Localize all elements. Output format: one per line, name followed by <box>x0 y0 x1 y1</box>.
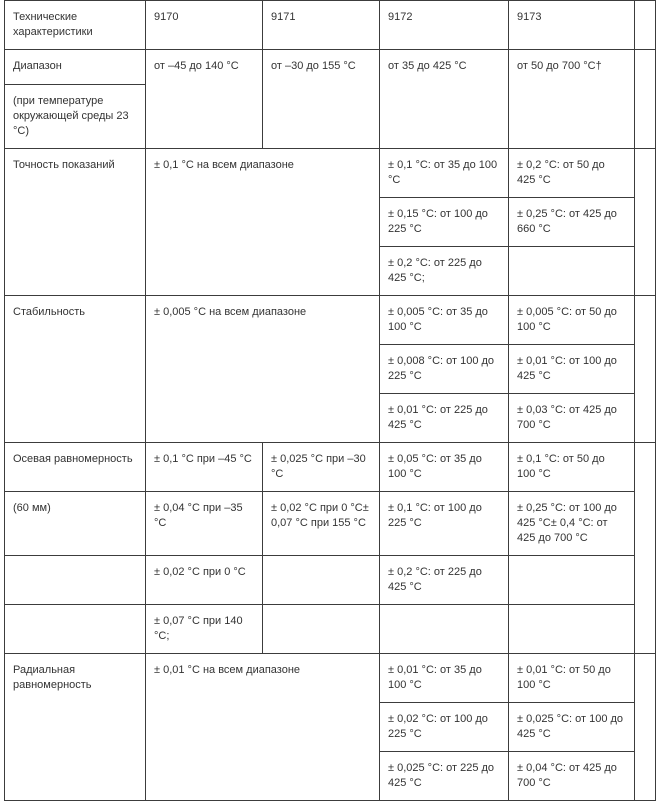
header-row <box>5 1 656 50</box>
table-row <box>5 443 656 492</box>
table-row <box>5 654 656 703</box>
axial-9173-cell <box>509 556 635 605</box>
axial-9173-cell: ± 0,1 °C: от 50 до 100 °C <box>509 443 635 492</box>
header-model-9173: 9173 <box>509 1 635 50</box>
stability-label: Стабильность <box>5 296 146 443</box>
axial-9172-cell: ± 0,1 °C: от 100 до 225 °C <box>380 492 509 556</box>
table-row <box>5 296 656 345</box>
accuracy-9172-cell: ± 0,1 °C: от 35 до 100 °C <box>380 149 509 198</box>
range-label: Диапазон <box>5 50 146 85</box>
accuracy-9173-cell: ± 0,2 °C: от 50 до 425 °C <box>509 149 635 198</box>
axial-9170-cell: ± 0,04 °C при –35 °C <box>146 492 263 556</box>
range-9172: от 35 до 425 °C <box>380 50 509 149</box>
axial-9173-cell: ± 0,25 °C: от 100 до 425 °C± 0,4 °C: от 425 до 700 °C <box>509 492 635 556</box>
accuracy-9170-9171: ± 0,1 °C на всем диапазоне <box>146 149 380 296</box>
range-9170: от –45 до 140 °C <box>146 50 263 149</box>
table-row <box>5 492 656 556</box>
extra-column-cell <box>635 443 656 654</box>
radial-9172-cell: ± 0,02 °C: от 100 до 225 °C <box>380 703 509 752</box>
table-row <box>5 50 656 85</box>
range-9173: от 50 до 700 °C† <box>509 50 635 149</box>
axial-label: Осевая равномерность <box>5 443 146 492</box>
header-model-9170: 9170 <box>146 1 263 50</box>
extra-column-cell <box>635 1 656 50</box>
stability-9173-cell: ± 0,005 °C: от 50 до 100 °C <box>509 296 635 345</box>
stability-9172-cell: ± 0,008 °C: от 100 до 225 °C <box>380 345 509 394</box>
accuracy-9173-cell <box>509 247 635 296</box>
extra-column-cell <box>635 149 656 296</box>
extra-column-cell <box>635 50 656 149</box>
header-model-9172: 9172 <box>380 1 509 50</box>
stability-9173-cell: ± 0,03 °C: от 425 до 700 °C <box>509 394 635 443</box>
radial-9173-cell: ± 0,01 °C: от 50 до 100 °C <box>509 654 635 703</box>
extra-column-cell <box>635 296 656 443</box>
accuracy-9172-cell: ± 0,2 °C: от 225 до 425 °C; <box>380 247 509 296</box>
spec-table <box>4 0 656 801</box>
axial-9172-cell <box>380 605 509 654</box>
header-param-cell: Технические характеристики <box>5 1 146 50</box>
header-model-9171: 9171 <box>263 1 380 50</box>
range-9171: от –30 до 155 °C <box>263 50 380 149</box>
radial-9170-9171: ± 0,01 °C на всем диапазоне <box>146 654 380 801</box>
radial-9173-cell: ± 0,025 °C: от 100 до 425 °C <box>509 703 635 752</box>
accuracy-9172-cell: ± 0,15 °C: от 100 до 225 °C <box>380 198 509 247</box>
axial-9173-cell <box>509 605 635 654</box>
stability-9170-9171: ± 0,005 °C на всем диапазоне <box>146 296 380 443</box>
table-row <box>5 605 656 654</box>
axial-9172-cell: ± 0,05 °C: от 35 до 100 °C <box>380 443 509 492</box>
axial-9170-cell: ± 0,1 °C при –45 °C <box>146 443 263 492</box>
axial-9171-cell: ± 0,02 °C при 0 °C± 0,07 °C при 155 °C <box>263 492 380 556</box>
stability-9173-cell: ± 0,01 °C: от 100 до 425 °C <box>509 345 635 394</box>
axial-9170-cell: ± 0,02 °C при 0 °C <box>146 556 263 605</box>
radial-9172-cell: ± 0,025 °C: от 225 до 425 °C <box>380 752 509 801</box>
accuracy-9173-cell: ± 0,25 °C: от 425 до 660 °C <box>509 198 635 247</box>
axial-9170-cell: ± 0,07 °C при 140 °C; <box>146 605 263 654</box>
empty-cell <box>5 605 146 654</box>
range-note: (при температуре окружающей среды 23 °C) <box>5 85 146 149</box>
empty-cell <box>5 556 146 605</box>
table-row <box>5 149 656 198</box>
radial-9172-cell: ± 0,01 °C: от 35 до 100 °C <box>380 654 509 703</box>
axial-9171-cell <box>263 605 380 654</box>
extra-column-cell <box>635 654 656 801</box>
radial-label: Радиальная равномерность <box>5 654 146 801</box>
axial-9172-cell: ± 0,2 °C: от 225 до 425 °C <box>380 556 509 605</box>
axial-9171-cell <box>263 556 380 605</box>
accuracy-label: Точность показаний <box>5 149 146 296</box>
stability-9172-cell: ± 0,005 °C: от 35 до 100 °C <box>380 296 509 345</box>
stability-9172-cell: ± 0,01 °C: от 225 до 425 °C <box>380 394 509 443</box>
table-row <box>5 556 656 605</box>
axial-note: (60 мм) <box>5 492 146 556</box>
axial-9171-cell: ± 0,025 °C при –30 °C <box>263 443 380 492</box>
radial-9173-cell: ± 0,04 °C: от 425 до 700 °C <box>509 752 635 801</box>
